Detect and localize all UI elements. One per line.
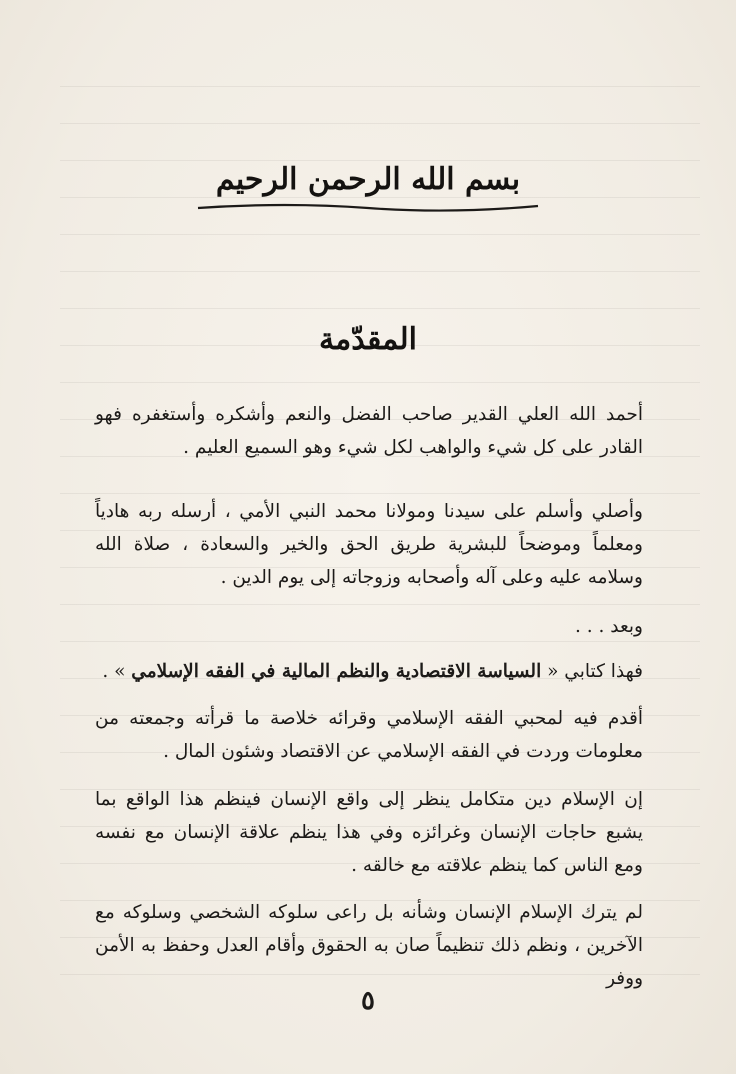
basmala-flourish xyxy=(196,200,540,214)
book-title: السياسة الاقتصادية والنظم المالية في الفقه الإسلامي xyxy=(131,661,542,682)
page-number: ٥ xyxy=(361,986,375,1016)
paragraph-book-intro xyxy=(95,655,643,688)
book-intro-prefix: فهذا كتابي « xyxy=(541,661,643,682)
book-intro-suffix: » . xyxy=(102,661,132,682)
paragraph-praise xyxy=(95,398,643,464)
paragraph-text: وبعد . . . xyxy=(574,616,643,637)
paragraph-text: أقدم فيه لمحبي الفقه الإسلامي وقرائه خلاصة ما قرأته وجمعته من معلومات وردت في الفقه الإسلامي عن الاقتصاد وشئون المال . xyxy=(95,708,643,762)
paragraph-purpose xyxy=(95,702,643,768)
basmala-text: بسم الله الرحمن الرحيم xyxy=(215,162,521,197)
paragraph-islam-integrated xyxy=(95,783,643,882)
paragraph-text: إن الإسلام دين متكامل ينظر إلى واقع الإنسان فينظم هذا الواقع بما يشبع حاجات الإنسان وغرائزه وفي هذا ينظم علاقة الإنسان مع نفسه ومع الناس كما ينظم علاقته مع خالقه . xyxy=(95,789,643,876)
paragraph-salutation xyxy=(95,495,643,594)
paragraph-text: لم يترك الإسلام الإنسان وشأنه بل راعى سلوكه الشخصي وسلوكه مع الآخرين ، ونظم ذلك تنظيماً صان به الحقوق وأقام العدل وحفظ به الأمن ووفر xyxy=(95,902,643,989)
paragraph-text: وأصلي وأسلم على سيدنا ومولانا محمد النبي الأمي ، أرسله ربه هادياً ومعلماً وموضحاً للبشرية طريق الحق والخير والسعادة ، صلاة الله وسلامه عليه وعلى آله وأصحابه وزوجاته إلى يوم الدين . xyxy=(95,501,643,588)
paragraph-text: أحمد الله العلي القدير صاحب الفضل والنعم وأشكره وأستغفره فهو القادر على كل شيء والواهب لكل شيء وهو السميع العليم . xyxy=(95,404,643,458)
page-heading: المقدّمة xyxy=(319,322,417,357)
paragraph-text xyxy=(95,655,643,688)
paragraph-transition xyxy=(95,610,643,643)
basmala-calligraphy xyxy=(0,162,736,197)
paragraph-conduct xyxy=(95,896,643,995)
